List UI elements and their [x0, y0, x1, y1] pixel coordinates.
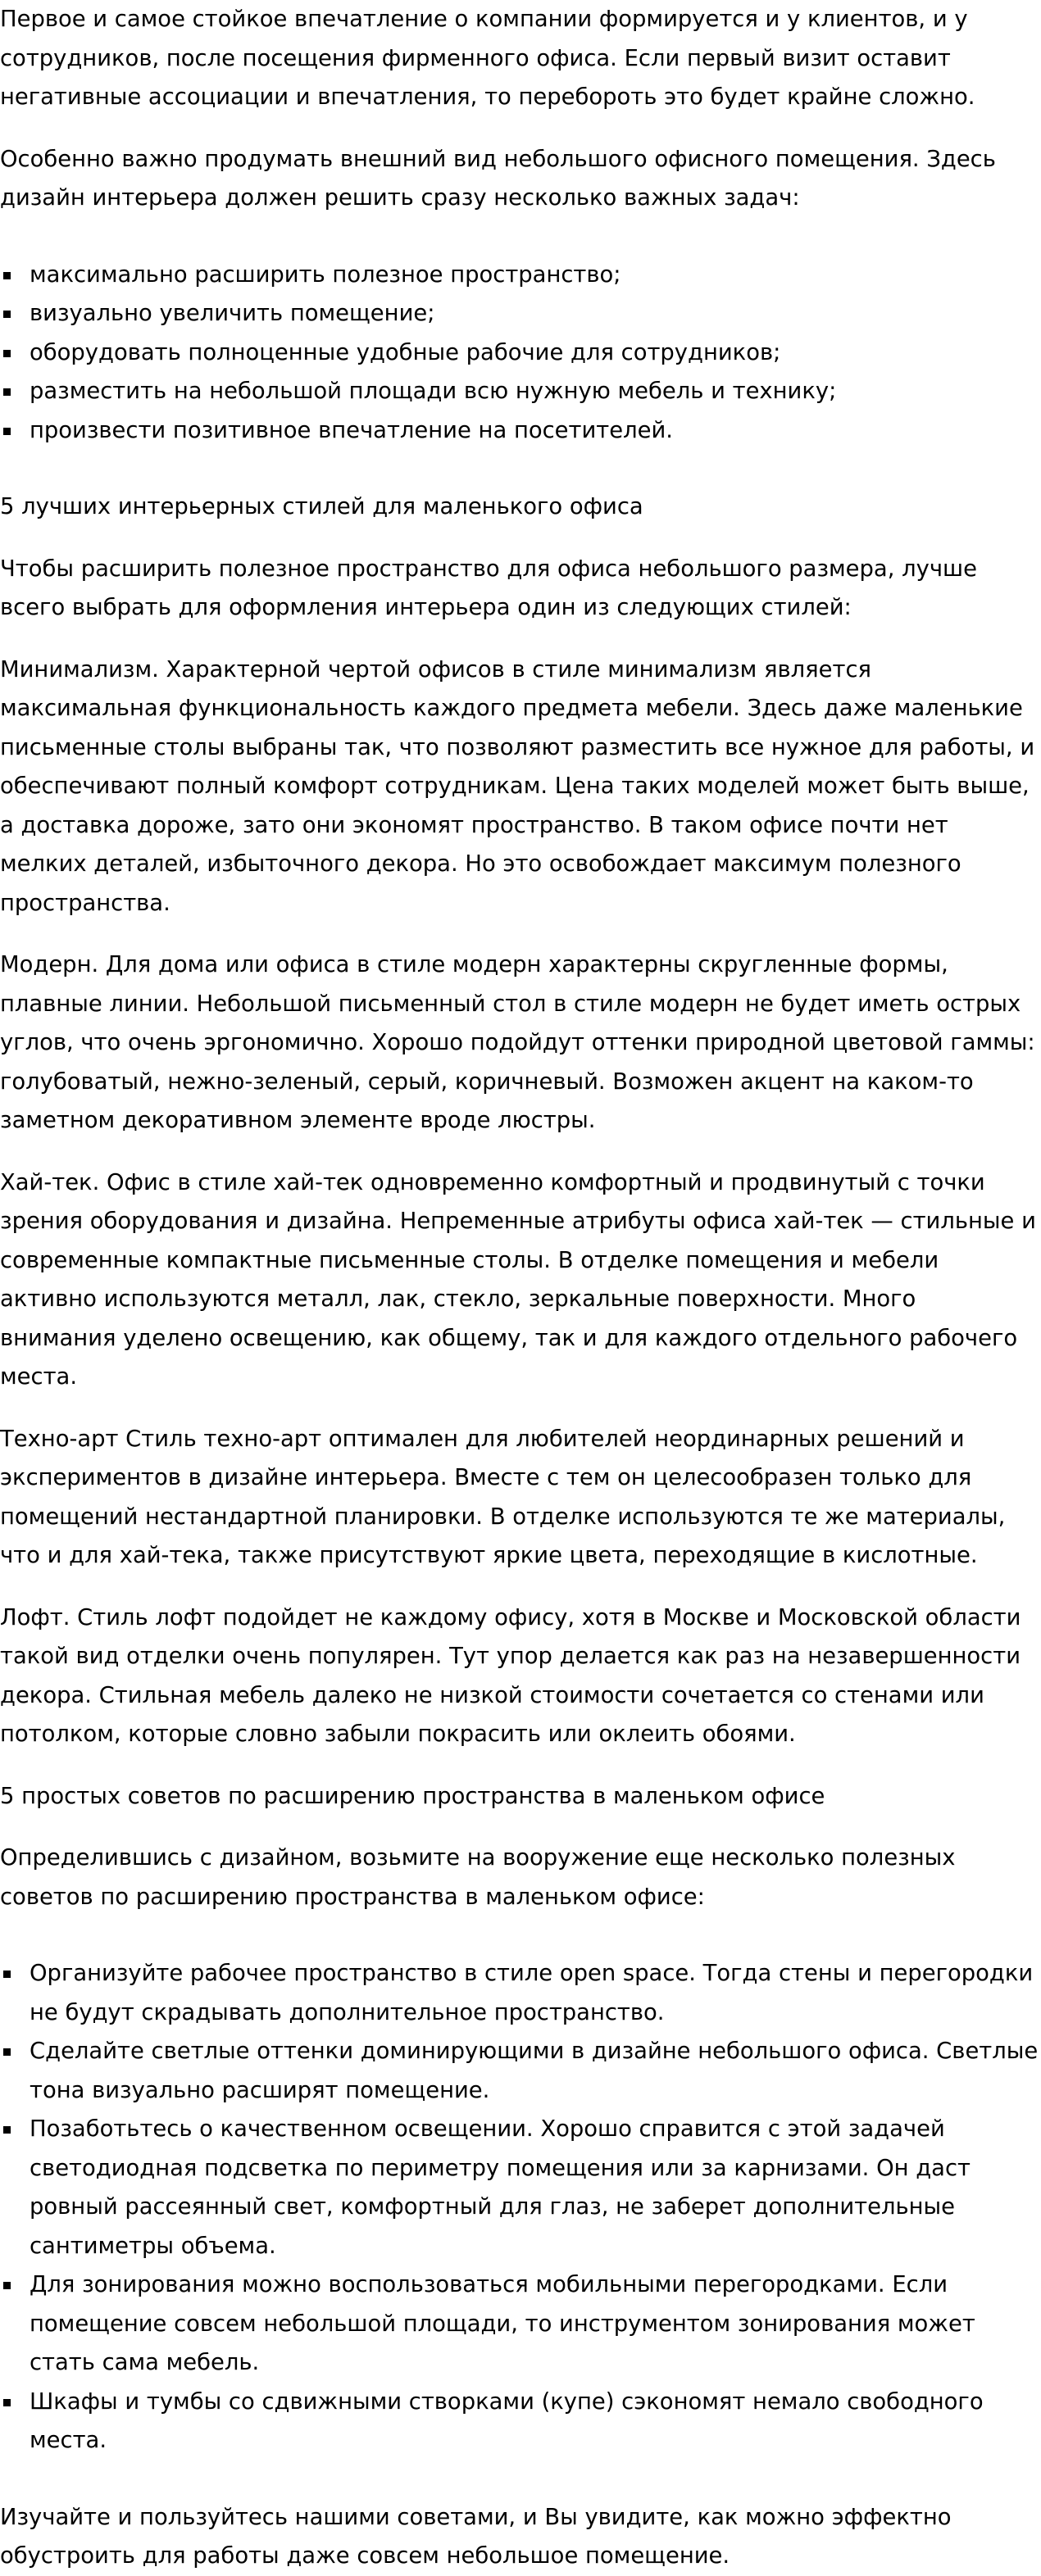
- list-item: Организуйте рабочее пространство в стиле open space. Тогда стены и перегородки не будут скрадывать дополнительное пространство.: [0, 1954, 1041, 2032]
- tips-lead: Определившись с дизайном, возьмите на вооружение еще несколько полезных советов по расширению пространства в маленьком офисе:: [0, 1845, 956, 1910]
- bullet-icon: [3, 350, 11, 357]
- list-item: произвести позитивное впечатление на посетителей.: [0, 411, 1041, 451]
- tips-heading: 5 простых советов по расширению пространства в маленьком офисе: [0, 1783, 825, 1809]
- list-item: визуально увеличить помещение;: [0, 294, 1041, 333]
- bullet-icon: [3, 2048, 11, 2056]
- bullet-icon: [3, 2282, 11, 2289]
- list-item: оборудовать полноценные удобные рабочие для сотрудников;: [0, 333, 1041, 373]
- tips-list: [0, 1954, 1041, 2460]
- styles-heading: 5 лучших интерьерных стилей для маленького офиса: [0, 494, 643, 519]
- list-item: Позаботьтесь о качественном освещении. Хорошо справится с этой задачей светодиодная подсветка по периметру помещения или за карнизами. Он даст ровный рассеянный свет, комфортный для глаз, не заберет дополнительные сантиметры объема.: [0, 2110, 1041, 2265]
- style-loft: Лофт. Стиль лофт подойдет не каждому офису, хотя в Москве и Московской области такой вид отделки очень популярен. Тут упор делается как раз на незавершенности декора. Стильная мебель далеко не низкой стоимости сочетается со стенами или потолком, которые словно забыли покрасить или оклеить обоями.: [0, 1604, 1021, 1747]
- bullet-icon: [3, 2399, 11, 2406]
- intro-paragraph-1: Первое и самое стойкое впечатление о компании формируется и у клиентов, и у сотрудников, после посещения фирменного офиса. Если первый визит оставит негативные ассоциации и впечатления, то перебороть это будет крайне сложно.: [0, 7, 975, 110]
- bullet-icon: [3, 311, 11, 318]
- list-item: Шкафы и тумбы со сдвижными створками (купе) сэкономят немало свободного места.: [0, 2383, 1041, 2460]
- list-item: Сделайте светлые оттенки доминирующими в дизайне небольшого офиса. Светлые тона визуально расширят помещение.: [0, 2032, 1041, 2110]
- list-item: разместить на небольшой площади всю нужную мебель и технику;: [0, 372, 1041, 411]
- bullet-icon: [3, 428, 11, 435]
- bullet-icon: [3, 2126, 11, 2134]
- style-technoart: Техно-арт Стиль техно-арт оптимален для любителей неординарных решений и экспериментов в дизайне интерьера. Вместе с тем он целесообразен только для помещений нестандартной планировки. В отделке используются те же материалы, что и для хай-тека, также присутствуют яркие цвета, переходящие в кислотные.: [0, 1426, 1006, 1568]
- tasks-list: [0, 256, 1041, 451]
- bullet-icon: [3, 388, 11, 396]
- styles-lead: Чтобы расширить полезное пространство для офиса небольшого размера, лучше всего выбрать для оформления интерьера один из следующих стилей:: [0, 556, 977, 620]
- intro-paragraph-2: Особенно важно продумать внешний вид небольшого офисного помещения. Здесь дизайн интерьера должен решить сразу несколько важных задач:: [0, 146, 996, 211]
- bullet-icon: [3, 1971, 11, 1978]
- style-hitech: Хай-тек. Офис в стиле хай-тек одновременно комфортный и продвинутый с точки зрения оборудования и дизайна. Непременные атрибуты офиса хай-тек — стильные и современные компактные письменные столы. В отделке помещения и мебели активно используются металл, лак, стекло, зеркальные поверхности. Много внимания уделено освещению, как общему, так и для каждого отдельного рабочего места.: [0, 1169, 1036, 1390]
- bullet-icon: [3, 272, 11, 279]
- style-modern: Модерн. Для дома или офиса в стиле модерн характерны скругленные формы, плавные линии. Небольшой письменный стол в стиле модерн не будет иметь острых углов, что очень эргономично. Хорошо подойдут оттенки природной цветовой гаммы: голубоватый, нежно-зеленый, серый, коричневый. Возможен акцент на каком-то заметном декоративном элементе вроде люстры.: [0, 952, 1035, 1133]
- list-item: Для зонирования можно воспользоваться мобильными перегородками. Если помещение совсем небольшой площади, то инструментом зонирования может стать сама мебель.: [0, 2265, 1041, 2383]
- style-minimalism: Минимализм. Характерной чертой офисов в стиле минимализм является максимальная функциональность каждого предмета мебели. Здесь даже маленькие письменные столы выбраны так, что позволяют разместить все нужное для работы, и обеспечивают полный комфорт сотрудникам. Цена таких моделей может быть выше, а доставка дороже, зато они экономят пространство. В таком офисе почти нет мелких деталей, избыточного декора. Но это освобождает максимум полезного пространства.: [0, 656, 1035, 916]
- list-item: максимально расширить полезное пространство;: [0, 256, 1041, 295]
- conclusion-paragraph: Изучайте и пользуйтесь нашими советами, и Вы увидите, как можно эффектно обустроить для работы даже совсем небольшое помещение.: [0, 2504, 952, 2569]
